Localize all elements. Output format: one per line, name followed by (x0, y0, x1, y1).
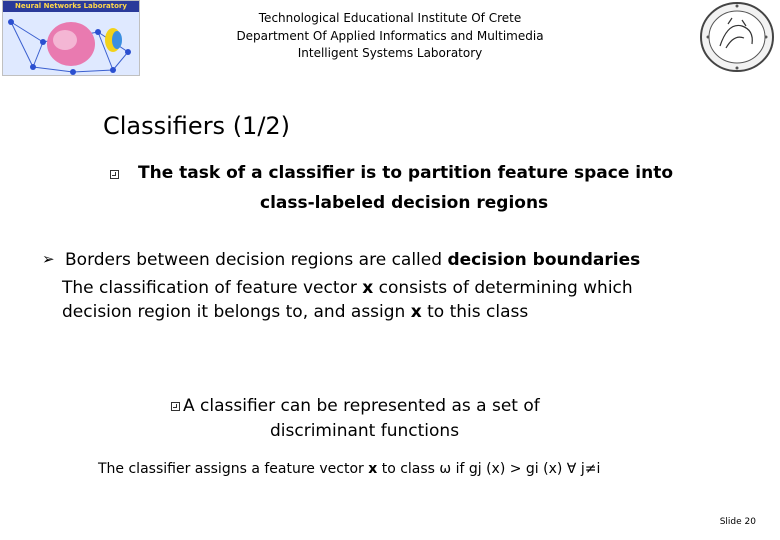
assign-rule (98, 459, 600, 479)
header-institute: Technological Educational Institute Of Crete (258, 11, 522, 25)
checkbox-bullet-icon (110, 170, 119, 179)
header-laboratory: Intelligent Systems Laboratory (297, 46, 483, 60)
checkbox-bullet-icon (171, 402, 180, 411)
slide-title: Classifiers (1/2) (103, 112, 291, 140)
para-line1-post: consists of determining which (373, 278, 633, 298)
slide-number: Slide 20 (719, 517, 756, 527)
bullet2-pre: Borders between decision regions are called (65, 250, 448, 270)
assign-x: x (368, 461, 378, 477)
para-x2: x (410, 302, 422, 322)
bullet3-line2: discriminant functions (270, 421, 460, 441)
arrow-bullet-icon: ➢ (42, 250, 55, 268)
para-line2-post: to this class (421, 302, 529, 322)
bullet1-line1: The task of a classifier is to partition feature space into (138, 163, 674, 183)
para-line2 (62, 300, 528, 324)
para-line1 (62, 276, 633, 300)
para-line1-pre: The classification of feature vector (62, 278, 363, 298)
bullet1-line2: class-labeled decision regions (260, 193, 549, 213)
header-department: Department Of Applied Informatics and Multimedia (236, 29, 544, 43)
para-line2-pre: decision region it belongs to, and assign (62, 302, 411, 322)
logo-banner-text: Neural Networks Laboratory (3, 1, 139, 12)
bullet2-bold: decision boundaries (447, 250, 641, 270)
assign-pre: The classifier assigns a feature vector (98, 461, 369, 477)
bullet2-text (65, 248, 640, 272)
para-x: x (362, 278, 374, 298)
bullet3-line1: A classifier can be represented as a set of (183, 396, 540, 416)
assign-post: to class ω if gj (x) > gi (x) ∀ j≠i (377, 461, 601, 477)
